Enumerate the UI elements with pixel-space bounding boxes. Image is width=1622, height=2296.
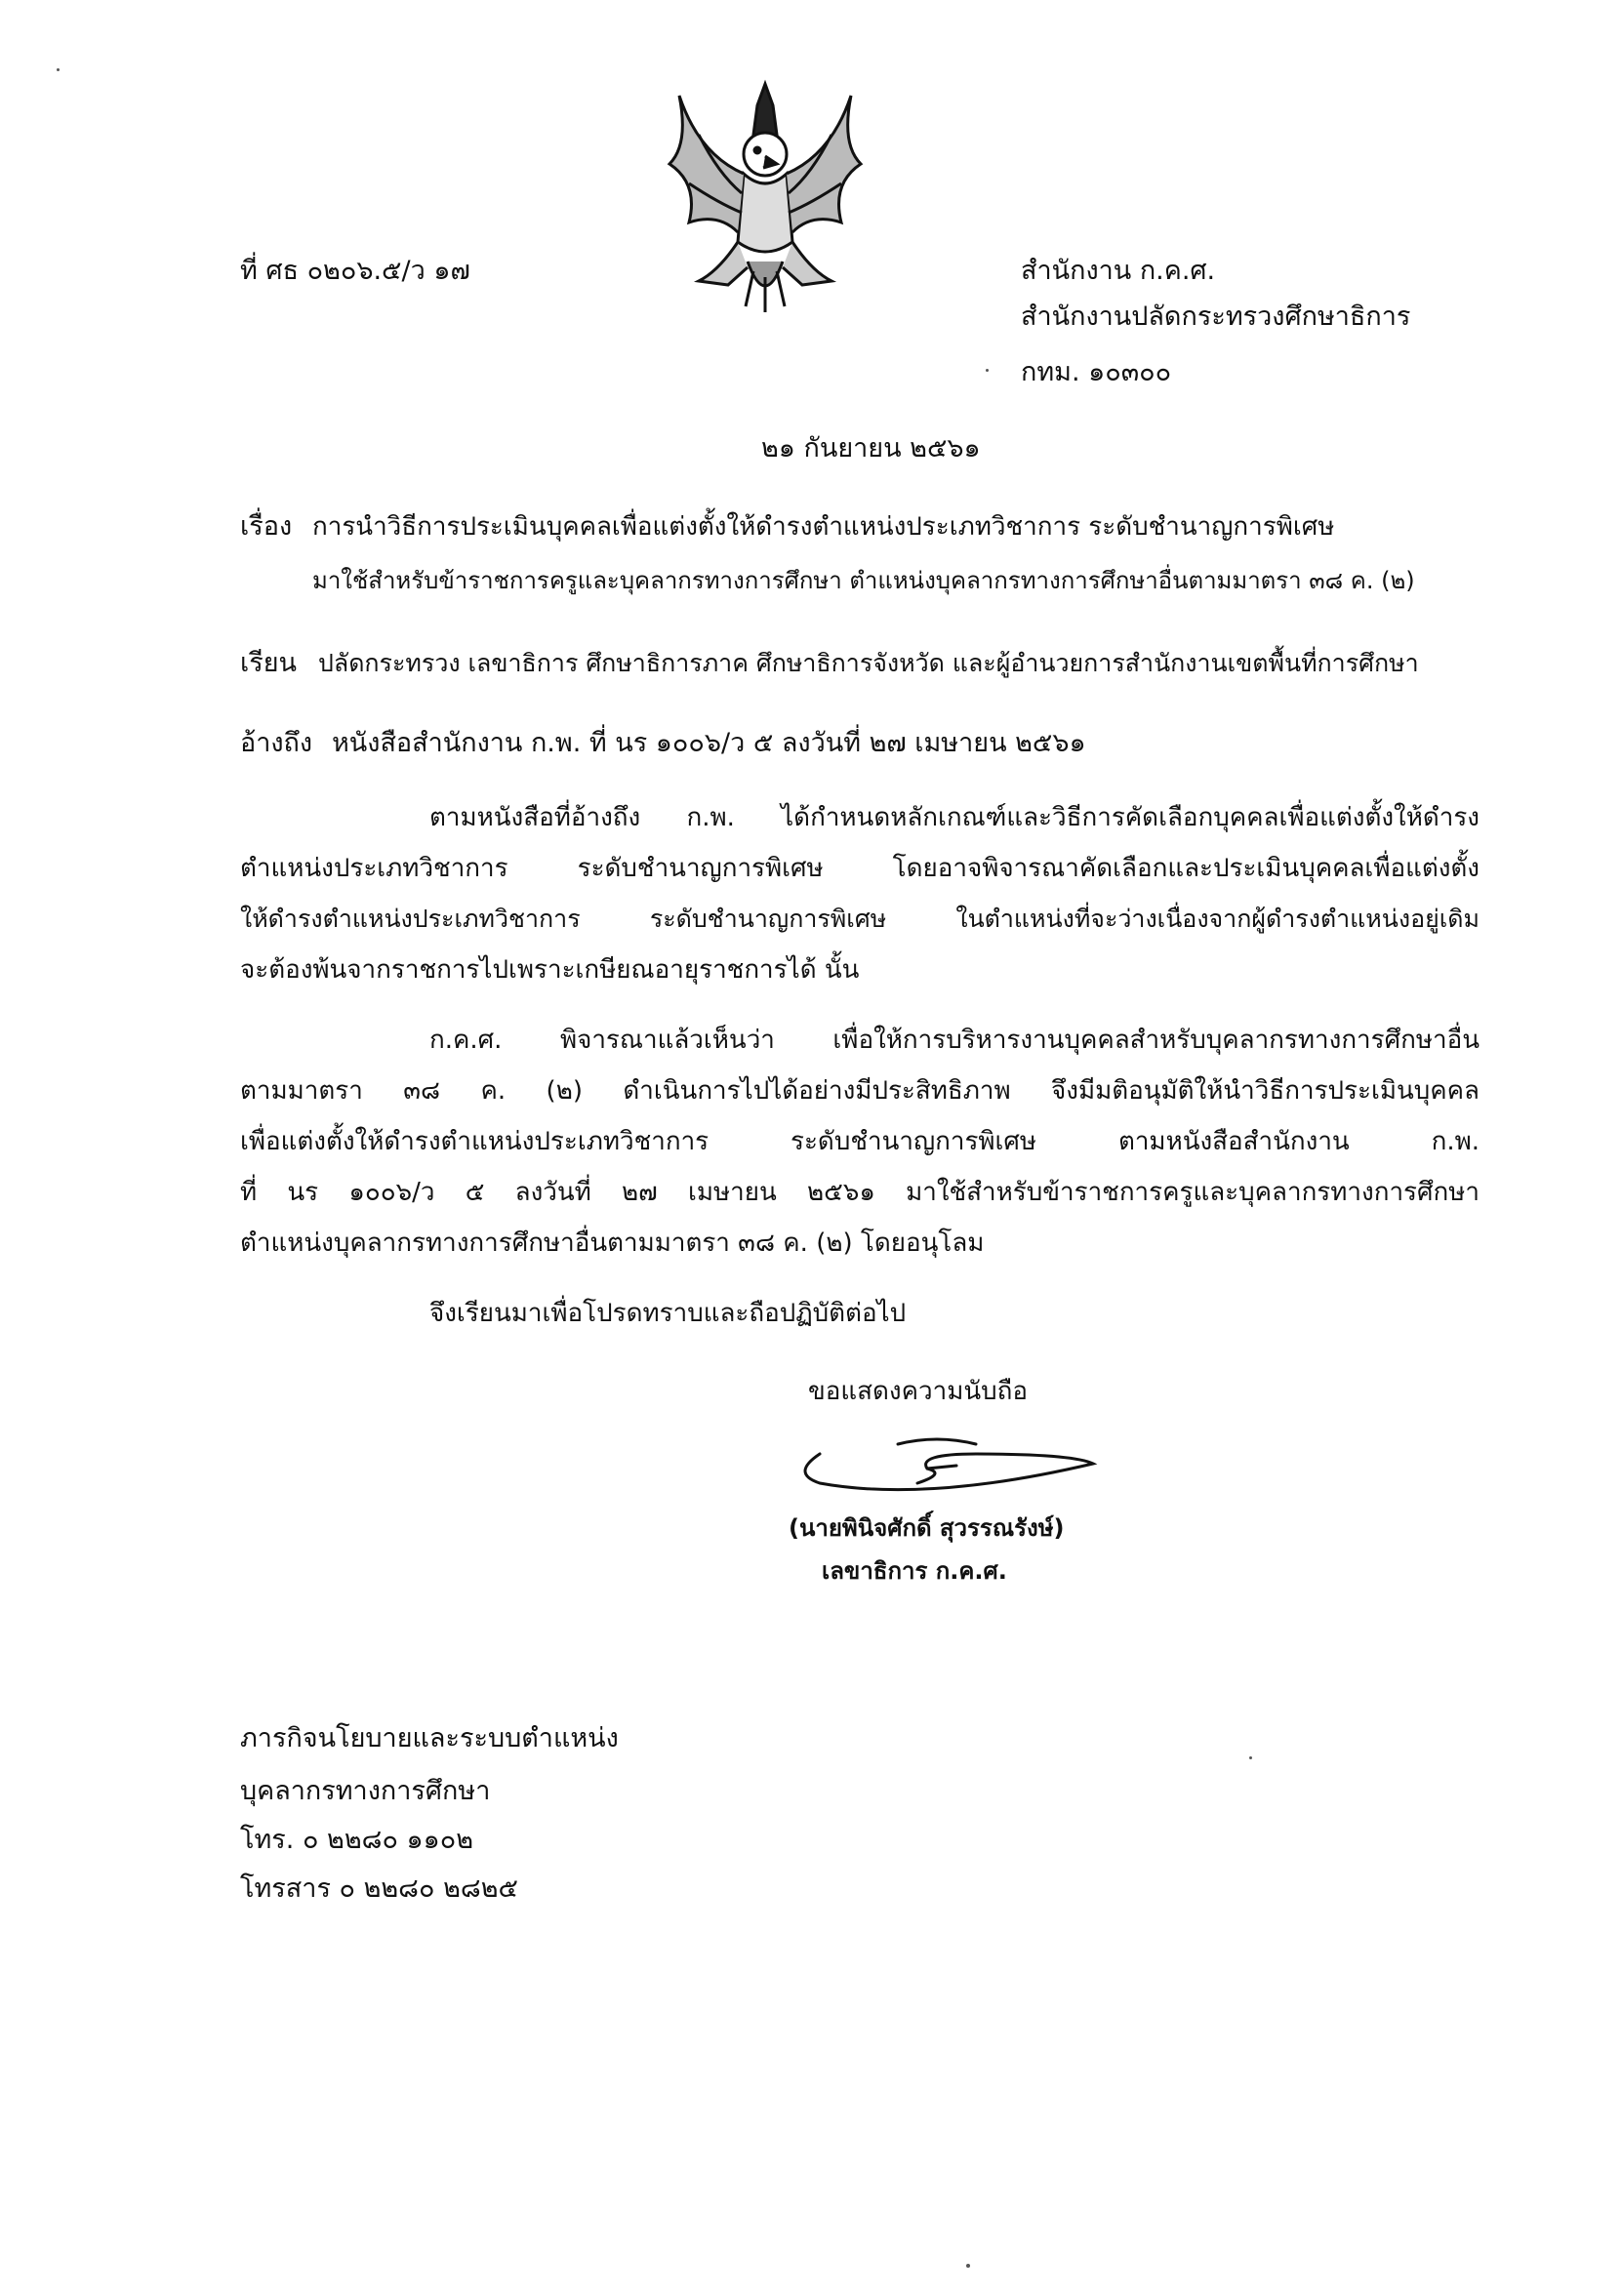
- paragraph-1-line-1: ตามหนังสือที่อ้างถึง ก.พ. ได้กำหนดหลักเกณฑ์และวิธีการคัดเลือกบุคคลเพื่อแต่งตั้งให้ดำรง: [429, 803, 1480, 832]
- paragraph-1-line-2: ตำแหน่งประเภทวิชาการ ระดับชำนาญการพิเศษ โดยอาจพิจารณาคัดเลือกและประเมินบุคคลเพื่อแต่งตั้ง: [240, 854, 1480, 883]
- footer-line-1: ภารกิจนโยบายและระบบตำแหน่ง: [240, 1723, 619, 1753]
- office-line-3: กทม. ๑๐๓๐๐: [1021, 357, 1172, 387]
- office-line-2: สำนักงานปลัดกระทรวงศึกษาธิการ: [1021, 302, 1411, 332]
- reference-text: หนังสือสำนักงาน ก.พ. ที่ นร ๑๐๐๖/ว ๕ ลงวันที่ ๒๗ เมษายน ๒๕๖๑: [332, 728, 1086, 758]
- paragraph-1-line-3: ให้ดำรงตำแหน่งประเภทวิชาการ ระดับชำนาญการพิเศษ ในตำแหน่งที่จะว่างเนื่องจากผู้ดำรงตำแหน่งอยู่เดิม: [240, 905, 1480, 933]
- scan-speck: [986, 369, 989, 372]
- footer-line-4: โทรสาร ๐ ๒๒๘๐ ๒๘๒๕: [240, 1873, 518, 1904]
- signatory-name: (นายพินิจศักดิ์ สุวรรณรังษ์): [789, 1514, 1065, 1542]
- paragraph-2-line-4: ที่ นร ๑๐๐๖/ว ๕ ลงวันที่ ๒๗ เมษายน ๒๕๖๑ มาใช้สำหรับข้าราชการครูและบุคลากรทางการศึกษา: [240, 1178, 1480, 1207]
- reference-label: อ้างถึง: [240, 728, 313, 758]
- office-line-1: สำนักงาน ก.ค.ศ.: [1021, 256, 1216, 286]
- regards-line: ขอแสดงความนับถือ: [808, 1377, 1028, 1406]
- scan-speck: [57, 68, 60, 71]
- paragraph-2-line-2: ตามมาตรา ๓๘ ค. (๒) ดำเนินการไปได้อย่างมีประสิทธิภาพ จึงมีมติอนุมัติให้นำวิธีการประเมินบุคคล: [240, 1076, 1480, 1106]
- subject-line-2: มาใช้สำหรับข้าราชการครูและบุคลากรทางการศึกษา ตำแหน่งบุคลากรทางการศึกษาอื่นตามมาตรา ๓๘ ค. (๒): [312, 567, 1415, 594]
- signature-icon: [781, 1425, 1113, 1512]
- paragraph-2-line-5: ตำแหน่งบุคลากรทางการศึกษาอื่นตามมาตรา ๓๘ ค. (๒) โดยอนุโลม: [240, 1229, 985, 1258]
- letter-date: ๒๑ กันยายน ๒๕๖๑: [761, 433, 981, 463]
- subject-label: เรื่อง: [240, 511, 293, 542]
- signatory-position: เลขาธิการ ก.ค.ศ.: [822, 1557, 1007, 1585]
- paragraph-2-line-3: เพื่อแต่งตั้งให้ดำรงตำแหน่งประเภทวิชาการ ระดับชำนาญการพิเศษ ตามหนังสือสำนักงาน ก.พ.: [240, 1127, 1480, 1156]
- scan-speck: [966, 2264, 970, 2268]
- subject-line-1: การนำวิธีการประเมินบุคคลเพื่อแต่งตั้งให้ดำรงตำแหน่งประเภทวิชาการ ระดับชำนาญการพิเศษ: [312, 512, 1335, 542]
- recipient-label: เรียน: [240, 648, 298, 678]
- closing-line: จึงเรียนมาเพื่อโปรดทราบและถือปฏิบัติต่อไป: [429, 1299, 907, 1328]
- footer-line-3: โทร. ๐ ๒๒๘๐ ๑๑๐๒: [240, 1825, 474, 1855]
- paragraph-2-line-1: ก.ค.ศ. พิจารณาแล้วเห็นว่า เพื่อให้การบริหารงานบุคคลสำหรับบุคลากรทางการศึกษาอื่น: [429, 1026, 1480, 1055]
- doc-number: ที่ ศธ ๐๒๐๖.๕/ว ๑๗: [240, 256, 470, 286]
- recipient-text: ปลัดกระทรวง เลขาธิการ ศึกษาธิการภาค ศึกษาธิการจังหวัด และผู้อำนวยการสำนักงานเขตพื้นที่การศึกษา: [318, 649, 1419, 677]
- paragraph-1-line-4: จะต้องพ้นจากราชการไปเพราะเกษียณอายุราชการได้ นั้น: [240, 955, 860, 985]
- scan-speck: [1249, 1756, 1252, 1759]
- footer-line-2: บุคลากรทางการศึกษา: [240, 1776, 491, 1806]
- garuda-emblem-icon: [660, 76, 871, 316]
